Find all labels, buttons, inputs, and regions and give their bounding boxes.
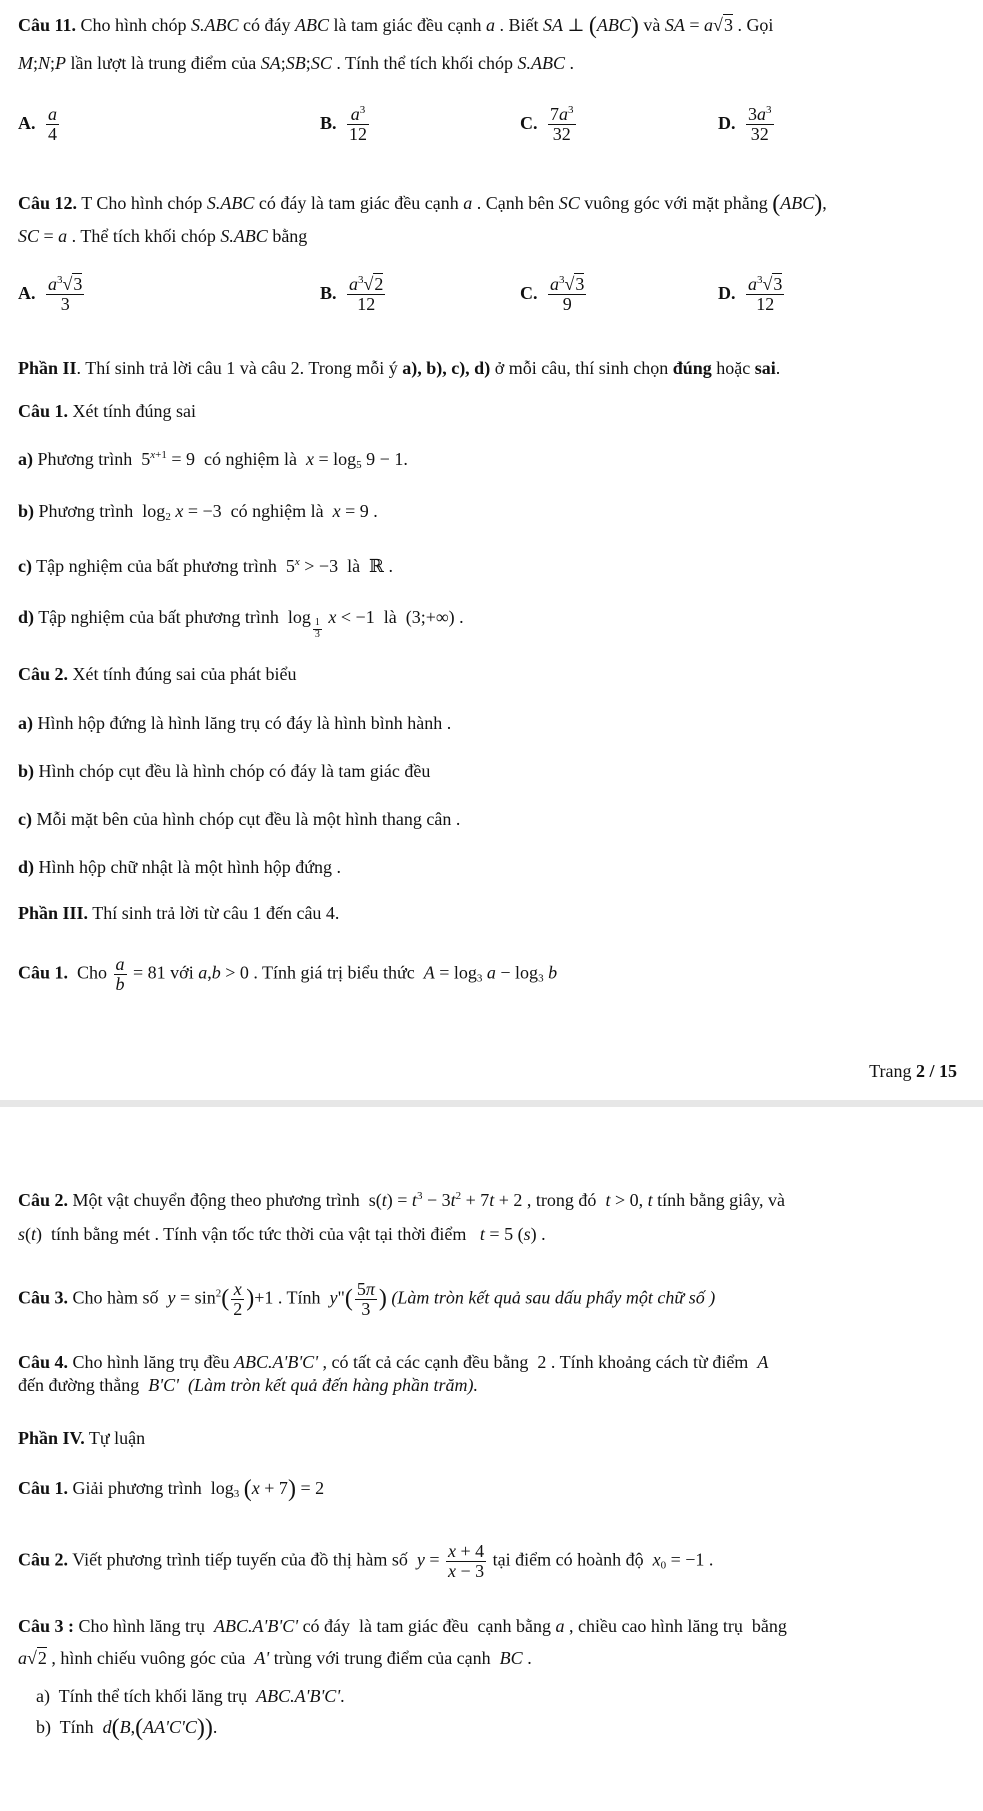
part4-heading: Phần IV. Tự luận bbox=[18, 1428, 146, 1448]
p3q1: Câu 1. Cho $\frac{a}{b}$ = 81 với a,b > 0 . Tính giá trị biểu thức $A = \log_3 a - \log_3 b$ bbox=[18, 954, 558, 994]
p2q1-title: Câu 1. Xét tính đúng sai bbox=[18, 401, 197, 421]
p4q3-line-2: a√2 , hình chiếu vuông góc của A' trùng với trung điểm của cạnh BC . bbox=[18, 1648, 532, 1668]
q12-option-a[interactable]: A. $\frac{a^3√3}{3}$ bbox=[18, 274, 83, 314]
q12-option-d[interactable]: D. $\frac{a^3√3}{12}$ bbox=[718, 274, 783, 314]
p2q1-item-c: c) Tập nghiệm của bất phương trình $5^x > -3$ là ℝ . bbox=[18, 556, 394, 576]
p2q2-item-c: c) Mỗi mặt bên của hình chóp cụt đều là một hình thang cân . bbox=[18, 809, 461, 829]
q11-option-c[interactable]: C. $\frac{7a^3}{32}$ bbox=[520, 104, 574, 144]
p4q3-item-b: b) Tính d(B,(AA'C'C)). bbox=[36, 1715, 218, 1741]
p3q3: Câu 3. Cho hàm số $y = \sin^2$( $\frac{x}{2}$ )+1 . Tính y"( $\frac{5\pi}{3}$ ) (Làm tròn kết quả sau dấu phẩy một chữ số ) bbox=[18, 1279, 716, 1319]
p3q4-line-2: đến đường thẳng B'C' (Làm tròn kết quả đến hàng phần trăm). bbox=[18, 1375, 478, 1395]
p4q3-item-a: a) Tính thể tích khối lăng trụ ABC.A'B'C'. bbox=[36, 1686, 345, 1706]
q12-label: Câu 12. bbox=[18, 193, 78, 213]
page-separator bbox=[0, 1100, 983, 1107]
p2q2-item-d: d) Hình hộp chữ nhật là một hình hộp đứng . bbox=[18, 857, 341, 877]
q12-line-1: Câu 12. T Cho hình chóp S.ABC có đáy là tam giác đều cạnh a . Cạnh bên SC vuông góc với mặt phẳng (ABC), bbox=[18, 191, 827, 217]
p3q4-line-1: Câu 4. Cho hình lăng trụ đều ABC.A'B'C' , có tất cả các cạnh đều bằng 2 . Tính khoảng cách từ điểm A bbox=[18, 1352, 769, 1372]
p2q1-item-d: d) Tập nghiệm của bất phương trình log $_{\frac{1}{3}}$ x < −1 là (3;+∞) . bbox=[18, 607, 464, 640]
q11-option-a[interactable]: A. $\frac{a}{4}$ bbox=[18, 104, 57, 144]
q12-line-2: SC = a . Thể tích khối chóp S.ABC bằng bbox=[18, 226, 308, 246]
q12-option-c[interactable]: C. $\frac{a^3√3}{9}$ bbox=[520, 274, 585, 314]
p4q2: Câu 2. Viết phương trình tiếp tuyến của đồ thị hàm số y = $\frac{x + 4}{x - 3}$ tại điểm có hoành độ $x_0 = -1$ . bbox=[18, 1541, 714, 1581]
p2q1-item-b: b) Phương trình $\log_2 x = -3$ có nghiệm là x = 9 . bbox=[18, 501, 378, 523]
p4q1: Câu 1. Giải phương trình $\log_3 (x + 7) = 2$ bbox=[18, 1476, 325, 1502]
page-3 bbox=[0, 1107, 983, 1811]
q11-label: Câu 11. bbox=[18, 15, 77, 35]
p2q1-item-a: a) Phương trình $5^{x+1} = 9$ có nghiệm là $x = \log_5 9 - 1$. bbox=[18, 449, 408, 471]
part3-heading: Phần III. Thí sinh trả lời từ câu 1 đến câu 4. bbox=[18, 903, 340, 923]
part2-heading: Phần II. Thí sinh trả lời câu 1 và câu 2. Trong mỗi ý a), b), c), d) ở mỗi câu, thí sinh chọn đúng hoặc sai. bbox=[18, 358, 781, 378]
q11-line-1: Câu 11. Cho hình chóp S.ABC có đáy ABC là tam giác đều cạnh a . Biết SA ⊥ (ABC) và SA = a√3 . Gọi bbox=[18, 13, 774, 39]
q11-line-2: M;N;P lần lượt là trung điểm của SA;SB;SC . Tính thể tích khối chóp S.ABC . bbox=[18, 53, 574, 73]
q12-option-b[interactable]: B. $\frac{a^3√2}{12}$ bbox=[320, 274, 384, 314]
p3q2-line-1: Câu 2. Một vật chuyển động theo phương trình $s(t) = t^3 - 3t^2 + 7t + 2$ , trong đó t > 0, t tính bằng giây, và bbox=[18, 1190, 785, 1210]
page-number: Trang 2 / 15 bbox=[869, 1061, 957, 1081]
p2q2-title: Câu 2. Xét tính đúng sai của phát biểu bbox=[18, 664, 297, 684]
q11-option-b[interactable]: B. $\frac{a^3}{12}$ bbox=[320, 104, 368, 144]
p2q2-item-b: b) Hình chóp cụt đều là hình chóp có đáy là tam giác đều bbox=[18, 761, 431, 781]
p3q2-line-2: s(t) tính bằng mét . Tính vận tốc tức thời của vật tại thời điểm t = 5 (s) . bbox=[18, 1224, 546, 1244]
p2q2-item-a: a) Hình hộp đứng là hình lăng trụ có đáy là hình bình hành . bbox=[18, 713, 452, 733]
q11-option-d[interactable]: D. $\frac{3a^3}{32}$ bbox=[718, 104, 772, 144]
p4q3-line-1: Câu 3 : Cho hình lăng trụ ABC.A'B'C' có đáy là tam giác đều cạnh bằng a , chiều cao hình lăng trụ bằng bbox=[18, 1616, 787, 1636]
